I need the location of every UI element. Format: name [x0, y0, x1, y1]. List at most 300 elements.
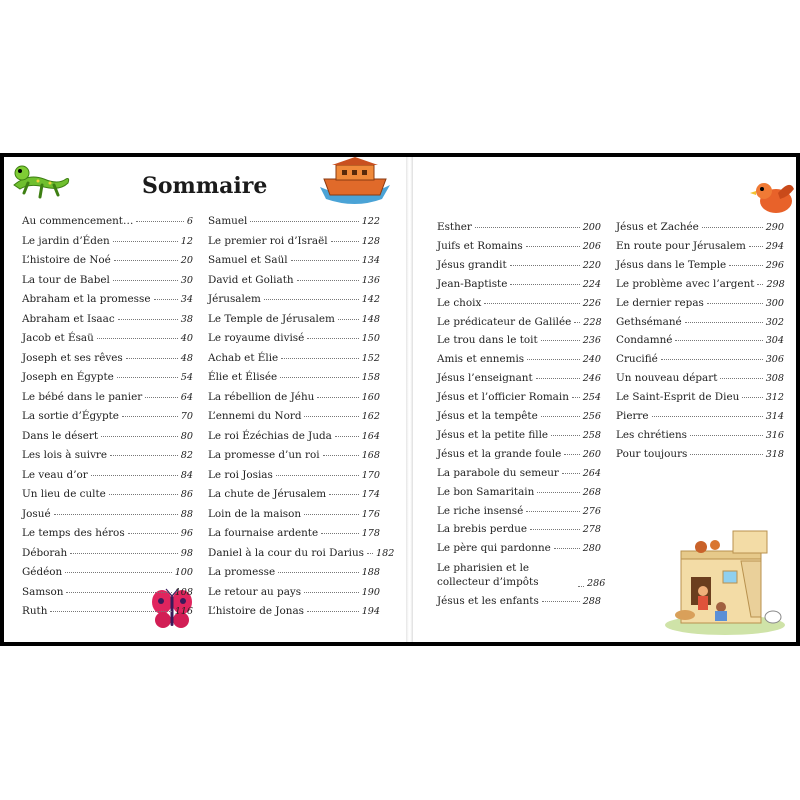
toc-entry-page: 316: [765, 429, 784, 441]
toc-entry: [437, 595, 601, 607]
toc-entry-title: En route pour Jérusalem: [616, 239, 746, 252]
toc-entry: [437, 259, 601, 271]
toc-entry-page: 88: [180, 508, 193, 520]
toc-entry-title: David et Goliath: [208, 273, 294, 286]
toc-entry-title: Le roi Ézéchias de Juda: [208, 429, 332, 442]
toc-entry: [437, 429, 601, 441]
toc-entry-title: Le jardin d’Éden: [22, 234, 110, 247]
toc-entry-title: Jésus et Zachée: [616, 221, 699, 233]
toc-entry-title: Daniel à la cour du roi Darius: [208, 546, 365, 559]
toc-entry: [437, 542, 601, 554]
toc-entry-page: 176: [361, 508, 380, 520]
toc-entry: [616, 278, 784, 290]
toc-entry-page: 256: [582, 411, 601, 422]
toc-entry-title: Jésus dans le Temple: [616, 258, 727, 271]
toc-entry-title: Amis et ennemis: [437, 353, 525, 366]
toc-entry-page: 164: [361, 430, 380, 442]
toc-entry-page: 206: [582, 240, 601, 252]
toc-entry-title: Jérusalem: [208, 293, 261, 305]
toc-dot-leader: [527, 359, 580, 360]
toc-entry-page: 158: [361, 372, 380, 383]
toc-entry-title: La parabole du semeur: [437, 466, 559, 479]
toc-entry-title: Abraham et Isaac: [22, 312, 115, 325]
toc-dot-leader: [70, 553, 178, 554]
toc-dot-leader: [536, 378, 580, 379]
toc-entry-title: La brebis perdue: [437, 523, 528, 536]
toc-dot-leader: [331, 241, 359, 242]
toc-dot-leader: [54, 514, 178, 515]
toc-entry: [22, 254, 193, 266]
toc-entry: [616, 297, 784, 309]
book-gutter: [406, 157, 413, 642]
toc-entry: [208, 332, 380, 344]
toc-entry-title: L’histoire de Noé: [22, 254, 111, 266]
toc-entry-title: Le père qui pardonne: [437, 542, 551, 555]
toc-entry-title: Samson: [22, 585, 64, 598]
toc-dot-leader: [109, 494, 178, 495]
toc-entry-title: Jésus et l’officier Romain: [437, 391, 569, 404]
toc-dot-leader: [526, 511, 579, 512]
toc-entry-page: 298: [766, 278, 785, 290]
toc-entry-title: Jésus grandit: [437, 258, 507, 271]
toc-entry-title: Joseph et ses rêves: [22, 351, 123, 364]
toc-entry-title: Déborah: [22, 546, 68, 559]
toc-dot-leader: [510, 265, 580, 266]
toc-dot-leader: [145, 397, 178, 398]
toc-entry-page: 194: [361, 606, 380, 617]
toc-entry-page: 134: [361, 255, 380, 266]
toc-dot-leader: [702, 227, 763, 228]
toc-entry-page: 268: [582, 486, 601, 498]
toc-entry: [208, 566, 380, 578]
toc-entry-title: La tour de Babel: [22, 273, 110, 286]
toc-entry-page: 152: [361, 352, 380, 364]
toc-entry: [437, 278, 601, 290]
toc-dot-leader: [578, 586, 584, 587]
toc-entry: [22, 469, 193, 481]
toc-entry: [22, 293, 193, 305]
toc-entry-page: 84: [180, 469, 193, 481]
toc-entry-title: Le problème avec l’argent: [616, 277, 755, 290]
toc-entry-title: Le choix: [437, 296, 482, 309]
toc-dot-leader: [110, 455, 178, 456]
toc-entry-page: 224: [582, 278, 601, 290]
toc-dot-leader: [304, 416, 358, 417]
toc-dot-leader: [128, 533, 178, 534]
toc-entry-title: Jean-Baptiste: [437, 277, 508, 290]
toc-dot-leader: [367, 553, 373, 554]
toc-dot-leader: [510, 284, 579, 285]
toc-entry: [437, 353, 601, 365]
toc-entry-title: Loin de la maison: [208, 507, 302, 520]
toc-entry-title: La promesse d’un roi: [208, 449, 320, 461]
toc-entry-page: 6: [186, 216, 193, 227]
toc-dot-leader: [742, 397, 762, 398]
toc-entry-page: 54: [180, 372, 193, 383]
toc-entry-title: Le prédicateur de Galilée: [437, 315, 572, 328]
toc-dot-leader: [572, 397, 580, 398]
toc-entry-title: Le trou dans le toit: [437, 334, 538, 347]
toc-entry: [22, 371, 193, 383]
toc-entry-page: 314: [765, 411, 784, 422]
toc-dot-leader: [97, 338, 178, 339]
toc-entry-title: Le retour au pays: [208, 585, 302, 598]
toc-entry-page: 162: [361, 411, 380, 422]
toc-entry-title: Jésus et la grande foule: [437, 447, 562, 460]
toc-entry: [208, 235, 380, 247]
toc-entry: [616, 410, 784, 422]
toc-dot-leader: [475, 227, 580, 228]
toc-entry-title: L’histoire de Jonas: [208, 605, 304, 617]
toc-entry-title: La promesse: [208, 566, 276, 578]
toc-entry-page: 264: [582, 467, 601, 479]
toc-dot-leader: [250, 221, 358, 222]
toc-entry: [437, 297, 601, 309]
toc-dot-leader: [307, 611, 359, 612]
toc-entry: [437, 221, 601, 233]
toc-entry: [437, 467, 601, 479]
toc-entry-title: Pour toujours: [616, 447, 688, 460]
toc-dot-leader: [562, 473, 580, 474]
toc-entry: [22, 391, 193, 403]
toc-entry-title: La sortie d’Égypte: [22, 410, 119, 422]
toc-entry-page: 276: [582, 505, 601, 517]
toc-entry-title: Jésus et la tempête: [437, 410, 538, 422]
toc-entry-page: 254: [582, 392, 601, 404]
toc-entry: [437, 316, 601, 328]
toc-dot-leader: [136, 221, 184, 222]
toc-entry-title: Les lois à suivre: [22, 449, 108, 461]
toc-dot-leader: [530, 529, 580, 530]
toc-entry-page: 20: [180, 255, 193, 266]
toc-entry-page: 226: [582, 297, 601, 309]
toc-entry-title: Condamné: [616, 334, 673, 347]
toc-entry-page: 312: [765, 392, 784, 404]
toc-entry-page: 200: [582, 222, 601, 233]
toc-dot-leader: [757, 284, 763, 285]
toc-entry-page: 236: [582, 335, 601, 347]
toc-entry: [208, 215, 380, 227]
toc-entry: [437, 391, 601, 403]
toc-entry-title: Jésus l’enseignant: [437, 372, 533, 385]
toc-dot-leader: [323, 455, 359, 456]
toc-entry-title: Gédéon: [22, 566, 63, 578]
toc-dot-leader: [652, 416, 763, 417]
toc-entry-title: Jésus et la petite fille: [437, 428, 549, 441]
toc-entry-page: 82: [180, 450, 193, 461]
toc-entry-title: Le roi Josias: [208, 468, 273, 481]
toc-entry-page: 188: [361, 567, 380, 578]
toc-dot-leader: [574, 322, 580, 323]
toc-entry-title: La fournaise ardente: [208, 527, 319, 539]
toc-entry-title: Un nouveau départ: [616, 372, 718, 385]
toc-dot-leader: [66, 592, 171, 593]
toc-entry-page: 300: [765, 297, 784, 309]
toc-dot-leader: [297, 280, 359, 281]
toc-dot-leader: [542, 601, 580, 602]
toc-entry-page: 86: [180, 489, 193, 500]
toc-entry-page: 160: [361, 391, 380, 403]
toc-dot-leader: [541, 340, 580, 341]
toc-dot-leader: [276, 475, 359, 476]
toc-entry-page: 220: [582, 259, 601, 271]
toc-entry-page: 96: [180, 528, 193, 539]
toc-entry-page: 280: [582, 543, 601, 555]
toc-entry-title: Samuel et Saül: [208, 254, 288, 266]
toc-entry: [616, 259, 784, 271]
toc-dot-leader: [122, 416, 178, 417]
toc-dot-leader: [114, 260, 178, 261]
toc-entry-page: 258: [582, 429, 601, 441]
toc-entry-title: Joseph en Égypte: [22, 371, 114, 383]
toc-dot-leader: [707, 303, 763, 304]
toc-entry: [208, 586, 380, 598]
toc-entry-page: 40: [180, 333, 193, 344]
toc-entry-page: 318: [765, 448, 784, 460]
page-title: Sommaire: [142, 173, 268, 199]
right-page: [413, 157, 796, 642]
toc-entry: [616, 316, 784, 328]
toc-entry-page: 178: [361, 528, 380, 539]
toc-entry-title: Ruth: [22, 605, 48, 617]
toc-entry-page: 308: [765, 373, 784, 385]
toc-dot-leader: [278, 572, 359, 573]
toc-dot-leader: [281, 358, 359, 359]
toc-entry: [22, 508, 193, 520]
toc-entry: [208, 605, 380, 617]
toc-entry-page: 70: [180, 411, 193, 422]
toc-entry-page: 168: [361, 450, 380, 461]
toc-dot-leader: [690, 435, 763, 436]
toc-dot-leader: [65, 572, 171, 573]
toc-dot-leader: [551, 435, 580, 436]
toc-entry-title: Josué: [22, 507, 51, 520]
toc-entry-page: 302: [765, 316, 784, 328]
toc-entry: [616, 221, 784, 233]
toc-entry: [22, 352, 193, 364]
toc-entry: [208, 488, 380, 500]
toc-dot-leader: [749, 246, 763, 247]
toc-dot-leader: [729, 265, 763, 266]
toc-entry: [616, 429, 784, 441]
toc-entry: [208, 371, 380, 383]
toc-dot-leader: [526, 246, 580, 247]
toc-dot-leader: [690, 454, 762, 455]
toc-entry: [208, 527, 380, 539]
toc-entry-title: Le bébé dans le panier: [22, 390, 143, 403]
toc-entry-page: 122: [361, 216, 380, 227]
toc-entry: [208, 546, 395, 559]
toc-entry-page: 116: [174, 606, 193, 617]
toc-dot-leader: [117, 377, 178, 378]
toc-entry-title: Le royaume divisé: [208, 332, 305, 344]
toc-entry: [208, 254, 380, 266]
toc-dot-leader: [50, 611, 171, 612]
toc-entry-page: 142: [361, 294, 380, 305]
toc-entry-title: Le pharisien et le collecteur d’impôts: [437, 562, 539, 589]
toc-dot-leader: [113, 280, 178, 281]
toc-entry: [208, 313, 380, 325]
toc-entry-page: 290: [765, 222, 784, 233]
toc-entry: [208, 430, 380, 442]
toc-entry: [22, 410, 193, 422]
toc-entry: [616, 334, 784, 346]
toc-entry-page: 190: [361, 586, 380, 598]
toc-entry: [22, 586, 193, 598]
toc-dot-leader: [675, 340, 762, 341]
toc-entry-page: 246: [582, 373, 601, 385]
toc-entry-title: Gethsémané: [616, 315, 682, 328]
toc-entry-page: 80: [180, 430, 193, 442]
toc-entry: [616, 240, 784, 252]
toc-entry-title: Jacob et Ésaü: [22, 332, 94, 344]
toc-entry-page: 12: [180, 235, 193, 247]
toc-dot-leader: [329, 494, 359, 495]
toc-entry-title: Dans le désert: [22, 429, 99, 442]
toc-entry: [616, 353, 784, 365]
toc-entry-page: 286: [587, 578, 606, 590]
toc-entry: [22, 527, 193, 539]
toc-entry: [616, 448, 784, 460]
toc-entry-title: Les chrétiens: [616, 428, 687, 441]
toc-entry: [22, 605, 193, 617]
toc-entry: [22, 449, 193, 461]
toc-entry: [22, 332, 193, 344]
toc-entry-title: Le Saint-Esprit de Dieu: [616, 391, 740, 404]
toc-entry-page: 34: [180, 294, 193, 305]
toc-entry: [616, 372, 784, 384]
toc-dot-leader: [291, 260, 359, 261]
toc-dot-leader: [554, 548, 580, 549]
toc-entry-page: 304: [765, 335, 784, 347]
toc-dot-leader: [264, 299, 359, 300]
toc-entry-page: 150: [361, 333, 380, 344]
toc-dot-leader: [126, 358, 178, 359]
toc-entry-title: Crucifié: [616, 353, 658, 366]
toc-entry-page: 170: [361, 469, 380, 481]
toc-entry: [437, 486, 601, 498]
toc-dot-leader: [338, 319, 359, 320]
toc-dot-leader: [280, 377, 359, 378]
toc-entry: [22, 215, 193, 227]
toc-entry-page: 98: [180, 547, 193, 559]
toc-entry-title: La chute de Jérusalem: [208, 488, 327, 500]
toc-entry-title: Le veau d’or: [22, 468, 88, 481]
toc-entry: [208, 293, 380, 305]
toc-dot-leader: [541, 416, 580, 417]
toc-entry: [208, 352, 380, 364]
toc-entry-title: Élie et Élisée: [208, 371, 278, 383]
toc-entry-page: 228: [583, 316, 602, 328]
toc-dot-leader: [307, 338, 358, 339]
toc-entry-title: Juifs et Romains: [437, 239, 523, 252]
toc-entry: [208, 508, 380, 520]
toc-entry: [616, 391, 784, 403]
toc-entry-page: 306: [765, 354, 784, 366]
toc-entry: [208, 274, 380, 286]
toc-dot-leader: [564, 454, 579, 455]
toc-entry-title: Le Temple de Jérusalem: [208, 312, 335, 325]
toc-entry: [437, 334, 601, 346]
toc-entry-page: 288: [582, 596, 601, 608]
toc-entry: [437, 505, 601, 517]
toc-dot-leader: [101, 436, 178, 437]
bird-illustration: [750, 179, 796, 219]
toc-entry-title: Esther: [437, 221, 472, 233]
toc-entry-page: 38: [180, 313, 193, 325]
ark-illustration: [316, 157, 394, 207]
toc-dot-leader: [304, 592, 359, 593]
toc-entry-title: Un lieu de culte: [22, 488, 106, 500]
toc-dot-leader: [154, 299, 178, 300]
toc-entry-page: 174: [361, 489, 380, 500]
toc-dot-leader: [91, 475, 178, 476]
toc-entry-page: 240: [582, 354, 601, 366]
book-spread: [0, 153, 800, 646]
toc-dot-leader: [484, 303, 579, 304]
toc-entry-page: 48: [180, 352, 193, 364]
toc-entry: [22, 430, 193, 442]
toc-dot-leader: [304, 514, 359, 515]
toc-entry-title: Pierre: [616, 410, 649, 422]
toc-entry: [437, 372, 601, 384]
toc-entry-title: Abraham et la promesse: [22, 293, 151, 305]
toc-dot-leader: [685, 322, 763, 323]
toc-entry-page: 136: [361, 274, 380, 286]
toc-entry-page: 64: [180, 391, 193, 403]
toc-entry-title: Le temps des héros: [22, 527, 125, 539]
toc-entry-title: Le premier roi d’Israël: [208, 234, 328, 247]
toc-entry-title: Le dernier repas: [616, 296, 704, 309]
toc-entry: [22, 313, 193, 325]
toc-entry: [437, 561, 606, 590]
toc-entry-title: Le riche insensé: [437, 504, 524, 517]
toc-entry-title: Samuel: [208, 215, 248, 227]
toc-entry-page: 148: [361, 313, 380, 325]
toc-dot-leader: [720, 378, 762, 379]
toc-entry-title: Le bon Samaritain: [437, 485, 535, 498]
toc-entry-page: 278: [582, 524, 601, 536]
toc-entry-page: 294: [765, 240, 784, 252]
toc-dot-leader: [661, 359, 763, 360]
toc-entry-page: 108: [174, 586, 193, 598]
toc-entry-page: 30: [180, 274, 193, 286]
toc-entry: [22, 566, 193, 578]
left-page: [4, 157, 406, 642]
toc-entry-page: 100: [174, 567, 193, 578]
house-illustration: [661, 517, 789, 637]
toc-entry-page: 182: [376, 547, 395, 559]
toc-dot-leader: [317, 397, 358, 398]
toc-entry-page: 260: [582, 448, 601, 460]
toc-entry: [22, 547, 193, 559]
toc-entry-page: 296: [765, 259, 784, 271]
toc-dot-leader: [335, 436, 359, 437]
toc-entry: [208, 449, 380, 461]
toc-entry-title: Jésus et les enfants: [437, 595, 539, 608]
toc-dot-leader: [113, 241, 178, 242]
toc-entry: [208, 391, 380, 403]
toc-entry: [208, 469, 380, 481]
toc-entry: [437, 240, 601, 252]
toc-entry: [208, 410, 380, 422]
toc-entry: [437, 448, 601, 460]
toc-entry: [437, 410, 601, 422]
toc-entry-title: Achab et Élie: [208, 351, 279, 364]
toc-dot-leader: [321, 533, 359, 534]
toc-dot-leader: [537, 492, 579, 493]
lizard-illustration: [8, 159, 74, 201]
